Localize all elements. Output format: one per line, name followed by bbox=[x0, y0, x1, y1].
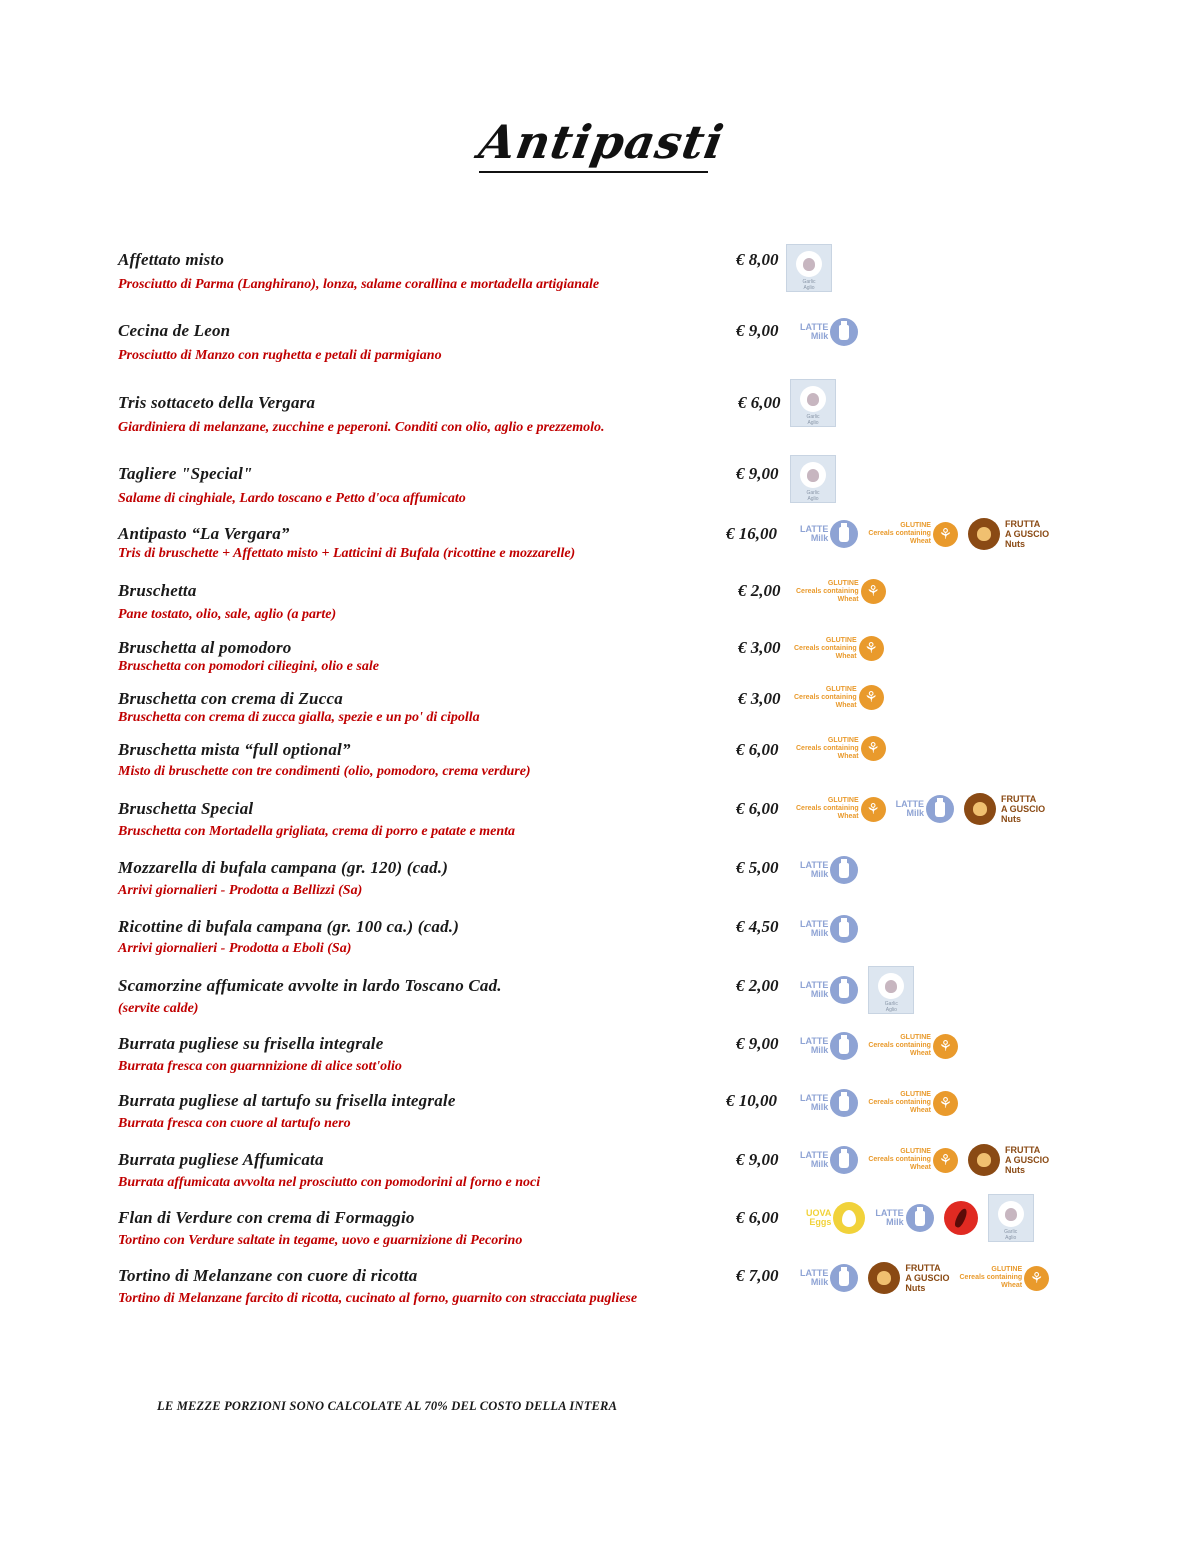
garlic-circle bbox=[796, 251, 822, 277]
nuts-label bbox=[1001, 794, 1045, 824]
gluten-label-en: Cereals containing bbox=[796, 805, 859, 812]
nuts-label-en: Nuts bbox=[1004, 539, 1025, 549]
allergen-badges bbox=[794, 636, 884, 661]
allergen-badges bbox=[796, 793, 1045, 825]
wheat-glyph: ⚘ bbox=[866, 582, 880, 600]
gluten-label-it: GLUTINE bbox=[827, 736, 859, 744]
item-price: € 2,00 bbox=[736, 976, 779, 995]
gluten-label bbox=[868, 1034, 931, 1058]
title-underline bbox=[479, 171, 708, 173]
wheat-icon bbox=[859, 685, 884, 710]
item-name: Bruschetta Special bbox=[118, 799, 254, 818]
nuts-label-line1: FRUTTA bbox=[1004, 519, 1041, 529]
milk-label bbox=[800, 861, 828, 879]
milk-allergen-badge bbox=[800, 1032, 858, 1060]
milk-label-en: Milk bbox=[810, 928, 829, 938]
wheat-icon bbox=[1024, 1266, 1049, 1291]
milk-label bbox=[875, 1209, 903, 1227]
gluten-allergen-badge bbox=[796, 736, 886, 761]
milk-label-it: LATTE bbox=[800, 524, 829, 534]
item-description: Giardiniera di melanzane, zucchine e peperoni. Conditi con olio, aglio e prezzemolo. bbox=[118, 420, 605, 435]
acorn-shape bbox=[977, 1153, 991, 1167]
item-description: Arrivi giornalieri - Prodotta a Bellizzi (Sa) bbox=[118, 883, 363, 898]
milk-label-en: Milk bbox=[810, 869, 829, 879]
gluten-label-it: GLUTINE bbox=[900, 1148, 931, 1155]
garlic-bulb bbox=[807, 469, 819, 482]
milk-allergen-badge bbox=[800, 915, 858, 943]
milk-bottle-icon bbox=[830, 856, 858, 884]
gluten-label-wheat: Wheat bbox=[1001, 1282, 1023, 1289]
item-description: Bruschetta con pomodori ciliegini, olio e sale bbox=[118, 659, 379, 674]
milk-allergen-badge bbox=[800, 1146, 858, 1174]
milk-bottle-icon bbox=[926, 795, 954, 823]
milk-label-it: LATTE bbox=[875, 1208, 904, 1218]
garlic-label-en: Garlic bbox=[802, 279, 816, 285]
bottle-shape bbox=[839, 983, 849, 998]
nuts-allergen-badge bbox=[868, 1262, 949, 1294]
gluten-allergen-badge bbox=[794, 636, 884, 661]
gluten-label-en: Cereals containing bbox=[794, 644, 857, 652]
garlic-label-en: Garlic bbox=[884, 1001, 898, 1007]
allergen-badges bbox=[800, 518, 1049, 550]
nuts-label-line2: A GUSCIO bbox=[1000, 804, 1046, 814]
nuts-label-line2: A GUSCIO bbox=[905, 1273, 950, 1283]
milk-label-en: Milk bbox=[810, 1159, 829, 1169]
milk-bottle-icon bbox=[830, 915, 858, 943]
page-title: Antipasti bbox=[475, 115, 729, 169]
garlic-label-en: Garlic bbox=[806, 414, 820, 420]
allergen-badges bbox=[790, 379, 836, 427]
item-description: Salame di cinghiale, Lardo toscano e Petto d'oca affumicato bbox=[118, 491, 466, 506]
garlic-label-it: Aglio bbox=[803, 285, 815, 291]
nuts-allergen-badge bbox=[968, 1144, 1049, 1176]
milk-label-it: LATTE bbox=[895, 799, 924, 809]
wheat-glyph: ⚘ bbox=[864, 688, 878, 706]
wheat-icon bbox=[861, 736, 886, 761]
item-name: Bruschetta mista “full optional” bbox=[118, 740, 351, 759]
allergen-badges bbox=[786, 244, 832, 292]
milk-bottle-icon bbox=[830, 318, 858, 346]
gluten-allergen-badge bbox=[868, 1034, 958, 1059]
milk-allergen-badge bbox=[896, 795, 954, 823]
wheat-glyph: ⚘ bbox=[866, 799, 880, 818]
eggs-allergen-badge bbox=[806, 1202, 865, 1234]
gluten-label-wheat: Wheat bbox=[837, 813, 859, 820]
item-name: Bruschetta con crema di Zucca bbox=[118, 689, 343, 708]
gluten-allergen-badge bbox=[868, 522, 958, 547]
gluten-label-wheat: Wheat bbox=[837, 752, 859, 760]
nuts-allergen-badge bbox=[968, 518, 1049, 550]
garlic-bulb bbox=[1005, 1208, 1017, 1221]
acorn-shape bbox=[977, 527, 991, 541]
wheat-glyph: ⚘ bbox=[938, 1150, 953, 1169]
acorn-icon bbox=[964, 793, 996, 825]
allergen-badges bbox=[800, 1262, 1049, 1294]
gluten-label-en: Cereals containing bbox=[794, 693, 857, 701]
gluten-label bbox=[868, 522, 931, 546]
gluten-label-it: GLUTINE bbox=[900, 1091, 931, 1098]
wheat-icon bbox=[933, 1148, 958, 1173]
milk-label-it: LATTE bbox=[800, 1036, 829, 1046]
item-description: Burrata affumicata avvolta nel prosciutto con pomodorini al forno e noci bbox=[118, 1175, 541, 1190]
allergen-badges bbox=[800, 1144, 1049, 1176]
bottle-shape bbox=[839, 1271, 849, 1286]
wheat-glyph: ⚘ bbox=[938, 1093, 953, 1112]
gluten-label bbox=[868, 1091, 931, 1115]
item-name: Tagliere "Special" bbox=[118, 464, 253, 483]
item-price: € 4,50 bbox=[736, 917, 779, 936]
milk-label-en: Milk bbox=[810, 533, 829, 543]
milk-label bbox=[896, 800, 924, 818]
allergen-badges bbox=[800, 966, 914, 1014]
gluten-label-en: Cereals containing bbox=[868, 1156, 931, 1163]
wheat-icon bbox=[859, 636, 884, 661]
milk-bottle-icon bbox=[830, 1032, 858, 1060]
milk-label-it: LATTE bbox=[800, 980, 829, 990]
milk-label-en: Milk bbox=[810, 989, 829, 999]
milk-label-it: LATTE bbox=[800, 1093, 829, 1103]
milk-bottle-icon bbox=[830, 1089, 858, 1117]
garlic-label bbox=[885, 1001, 898, 1013]
milk-allergen-badge bbox=[875, 1204, 933, 1232]
milk-label-it: LATTE bbox=[800, 919, 829, 929]
item-price: € 16,00 bbox=[726, 524, 777, 543]
spicy-badge bbox=[944, 1201, 978, 1235]
item-name: Tortino di Melanzane con cuore di ricotta bbox=[118, 1266, 418, 1285]
item-description: Tortino con Verdure saltate in tegame, uovo e guarnizione di Pecorino bbox=[118, 1233, 523, 1248]
nuts-label-line2: A GUSCIO bbox=[1004, 1155, 1050, 1165]
wheat-glyph: ⚘ bbox=[938, 1036, 953, 1055]
chili-pepper-icon bbox=[944, 1201, 978, 1235]
eggs-label bbox=[806, 1209, 831, 1227]
garlic-circle bbox=[800, 386, 826, 412]
milk-label-en: Milk bbox=[810, 1102, 829, 1112]
milk-bottle-icon bbox=[830, 1146, 858, 1174]
milk-label-it: LATTE bbox=[800, 1268, 829, 1278]
gluten-label-en: Cereals containing bbox=[868, 530, 931, 537]
item-name: Bruschetta bbox=[118, 581, 197, 600]
wheat-glyph: ⚘ bbox=[938, 524, 953, 543]
milk-bottle-icon bbox=[830, 1264, 858, 1292]
egg-icon bbox=[833, 1202, 865, 1234]
gluten-label-wheat: Wheat bbox=[909, 1164, 931, 1171]
garlic-label-it: Aglio bbox=[885, 1007, 897, 1013]
gluten-label-it: GLUTINE bbox=[827, 579, 859, 587]
gluten-label-wheat: Wheat bbox=[837, 595, 859, 603]
gluten-label bbox=[796, 580, 859, 604]
item-description: Misto di bruschette con tre condimenti (olio, pomodoro, crema verdure) bbox=[118, 764, 531, 779]
nuts-label-line1: FRUTTA bbox=[905, 1263, 941, 1273]
garlic-label bbox=[806, 414, 819, 426]
milk-label bbox=[800, 1094, 828, 1112]
gluten-label-it: GLUTINE bbox=[825, 636, 857, 644]
item-description: (servite calde) bbox=[118, 1001, 199, 1016]
garlic-icon bbox=[786, 244, 832, 292]
gluten-label bbox=[794, 686, 857, 710]
milk-label-en: Milk bbox=[810, 1277, 829, 1287]
item-price: € 6,00 bbox=[736, 740, 779, 759]
allergen-badges bbox=[800, 318, 858, 346]
gluten-label-wheat: Wheat bbox=[909, 1107, 931, 1114]
gluten-label-wheat: Wheat bbox=[909, 1050, 931, 1057]
egg-shape bbox=[842, 1210, 856, 1227]
milk-label-it: LATTE bbox=[800, 1150, 829, 1160]
garlic-circle bbox=[998, 1201, 1024, 1227]
milk-label bbox=[800, 323, 828, 341]
wheat-icon bbox=[933, 1034, 958, 1059]
bottle-shape bbox=[839, 1153, 849, 1168]
bottle-shape bbox=[839, 1039, 849, 1054]
acorn-shape bbox=[973, 802, 987, 816]
acorn-shape bbox=[877, 1271, 891, 1285]
allergen-badges bbox=[790, 455, 836, 503]
garlic-icon bbox=[868, 966, 914, 1014]
gluten-allergen-badge bbox=[796, 579, 886, 604]
gluten-allergen-badge bbox=[794, 685, 884, 710]
gluten-label bbox=[794, 637, 857, 661]
milk-allergen-badge bbox=[800, 976, 858, 1004]
gluten-allergen-badge bbox=[796, 797, 886, 822]
allergen-badges bbox=[806, 1194, 1034, 1242]
item-name: Burrata pugliese al tartufo su frisella integrale bbox=[118, 1091, 456, 1110]
wheat-glyph: ⚘ bbox=[864, 639, 878, 657]
milk-allergen-badge bbox=[800, 318, 858, 346]
milk-bottle-icon bbox=[906, 1204, 934, 1232]
item-name: Scamorzine affumicate avvolte in lardo Toscano Cad. bbox=[118, 976, 502, 995]
garlic-circle bbox=[800, 462, 826, 488]
item-price: € 6,00 bbox=[738, 393, 781, 412]
nuts-label-line1: FRUTTA bbox=[1000, 794, 1037, 804]
gluten-label-wheat: Wheat bbox=[835, 701, 857, 709]
milk-allergen-badge bbox=[800, 520, 858, 548]
milk-label bbox=[800, 1151, 828, 1169]
bottle-shape bbox=[839, 863, 849, 878]
item-name: Cecina de Leon bbox=[118, 321, 231, 340]
item-price: € 9,00 bbox=[736, 1034, 779, 1053]
milk-label-en: Milk bbox=[906, 808, 924, 818]
item-description: Tortino di Melanzane farcito di ricotta, cucinato al forno, guarnito con stracciata pugliese bbox=[118, 1291, 638, 1306]
milk-label bbox=[800, 1269, 828, 1287]
nuts-label bbox=[1005, 1145, 1049, 1175]
gluten-label-it: GLUTINE bbox=[900, 1034, 931, 1041]
milk-label bbox=[800, 981, 828, 999]
garlic-bulb bbox=[803, 258, 815, 271]
bottle-shape bbox=[839, 922, 849, 937]
milk-label-it: LATTE bbox=[800, 322, 829, 332]
garlic-label-en: Garlic bbox=[1004, 1229, 1018, 1235]
item-description: Pane tostato, olio, sale, aglio (a parte) bbox=[118, 607, 337, 622]
gluten-label-it: GLUTINE bbox=[991, 1266, 1023, 1273]
gluten-label-en: Cereals containing bbox=[959, 1274, 1023, 1281]
item-price: € 2,00 bbox=[738, 581, 781, 600]
item-price: € 6,00 bbox=[736, 1208, 779, 1227]
garlic-bulb bbox=[885, 980, 897, 993]
gluten-label-en: Cereals containing bbox=[796, 744, 859, 752]
item-name: Bruschetta al pomodoro bbox=[118, 638, 292, 657]
allergen-badges bbox=[796, 736, 886, 761]
acorn-icon bbox=[868, 1262, 900, 1294]
bottle-shape bbox=[839, 527, 849, 542]
nuts-label-en: Nuts bbox=[1000, 814, 1021, 824]
item-name: Ricottine di bufala campana (gr. 100 ca.) (cad.) bbox=[118, 917, 460, 936]
allergen-badges bbox=[794, 685, 884, 710]
milk-label bbox=[800, 525, 828, 543]
item-price: € 7,00 bbox=[736, 1266, 779, 1285]
milk-label-en: Milk bbox=[810, 1045, 829, 1055]
item-name: Mozzarella di bufala campana (gr. 120) (cad.) bbox=[118, 858, 449, 877]
item-price: € 9,00 bbox=[736, 464, 779, 483]
gluten-allergen-badge bbox=[868, 1091, 958, 1116]
nuts-label-line2: A GUSCIO bbox=[1004, 529, 1050, 539]
garlic-circle bbox=[878, 973, 904, 999]
wheat-glyph: ⚘ bbox=[866, 739, 880, 757]
item-name: Flan di Verdure con crema di Formaggio bbox=[118, 1208, 415, 1227]
item-description: Prosciutto di Parma (Langhirano), lonza, salame corallina e mortadella artigianale bbox=[118, 277, 600, 292]
gluten-label bbox=[796, 797, 859, 821]
nuts-label-line1: FRUTTA bbox=[1004, 1145, 1041, 1155]
garlic-label-it: Aglio bbox=[1005, 1235, 1017, 1241]
milk-allergen-badge bbox=[800, 1264, 858, 1292]
item-description: Bruschetta con Mortadella grigliata, crema di porro e patate e menta bbox=[118, 824, 516, 839]
wheat-icon bbox=[861, 579, 886, 604]
milk-allergen-badge bbox=[800, 1089, 858, 1117]
gluten-label-it: GLUTINE bbox=[825, 685, 857, 693]
gluten-label bbox=[796, 737, 859, 761]
allergen-badges bbox=[796, 579, 886, 604]
gluten-label-en: Cereals containing bbox=[868, 1099, 931, 1106]
allergen-badges bbox=[800, 1032, 958, 1060]
item-name: Burrata pugliese su frisella integrale bbox=[118, 1034, 384, 1053]
item-description: Burrata fresca con cuore al tartufo nero bbox=[118, 1116, 351, 1131]
nuts-allergen-badge bbox=[964, 793, 1045, 825]
garlic-label-en: Garlic bbox=[806, 490, 820, 496]
acorn-icon bbox=[968, 518, 1000, 550]
nuts-label-en: Nuts bbox=[1004, 1165, 1025, 1175]
gluten-label bbox=[868, 1148, 931, 1172]
item-description: Prosciutto di Manzo con rughetta e petali di parmigiano bbox=[118, 348, 442, 363]
item-name: Burrata pugliese Affumicata bbox=[118, 1150, 324, 1169]
milk-label-en: Milk bbox=[886, 1217, 904, 1227]
bottle-shape bbox=[839, 1096, 849, 1111]
item-description: Arrivi giornalieri - Prodotta a Eboli (Sa) bbox=[118, 941, 352, 956]
item-description: Bruschetta con crema di zucca gialla, spezie e un po' di cipolla bbox=[118, 710, 480, 725]
item-price: € 3,00 bbox=[738, 638, 781, 657]
item-price: € 9,00 bbox=[736, 321, 779, 340]
eggs-label-it: UOVA bbox=[806, 1208, 832, 1218]
milk-label-en: Milk bbox=[810, 331, 829, 341]
gluten-allergen-badge bbox=[868, 1148, 958, 1173]
nuts-label bbox=[1005, 519, 1049, 549]
wheat-icon bbox=[933, 522, 958, 547]
item-name: Antipasto “La Vergara” bbox=[118, 524, 290, 543]
milk-label-it: LATTE bbox=[800, 860, 829, 870]
gluten-label-wheat: Wheat bbox=[909, 538, 931, 545]
garlic-label-it: Aglio bbox=[807, 496, 819, 502]
item-price: € 6,00 bbox=[736, 799, 779, 818]
milk-bottle-icon bbox=[830, 976, 858, 1004]
gluten-label bbox=[960, 1266, 1023, 1290]
half-portion-note: LE MEZZE PORZIONI SONO CALCOLATE AL 70% DEL COSTO DELLA INTERA bbox=[157, 1399, 618, 1413]
gluten-label-en: Cereals containing bbox=[868, 1042, 931, 1049]
item-price: € 10,00 bbox=[726, 1091, 777, 1110]
garlic-label bbox=[802, 279, 815, 291]
milk-bottle-icon bbox=[830, 520, 858, 548]
gluten-label-en: Cereals containing bbox=[796, 587, 859, 595]
bottle-shape bbox=[839, 325, 849, 340]
gluten-label-wheat: Wheat bbox=[835, 652, 857, 660]
item-price: € 3,00 bbox=[738, 689, 781, 708]
pepper-shape bbox=[953, 1207, 969, 1229]
item-name: Tris sottaceto della Vergara bbox=[118, 393, 316, 412]
nuts-label-en: Nuts bbox=[905, 1283, 926, 1293]
gluten-label-it: GLUTINE bbox=[827, 797, 859, 804]
item-price: € 5,00 bbox=[736, 858, 779, 877]
garlic-label bbox=[1004, 1229, 1017, 1241]
milk-label bbox=[800, 1037, 828, 1055]
milk-label bbox=[800, 920, 828, 938]
bottle-shape bbox=[935, 802, 945, 817]
acorn-icon bbox=[968, 1144, 1000, 1176]
gluten-label-it: GLUTINE bbox=[900, 522, 931, 529]
item-description: Burrata fresca con guarnnizione di alice sott'olio bbox=[118, 1059, 402, 1074]
wheat-icon bbox=[933, 1091, 958, 1116]
garlic-icon bbox=[790, 379, 836, 427]
item-price: € 8,00 bbox=[736, 250, 779, 269]
garlic-icon bbox=[988, 1194, 1034, 1242]
nuts-label bbox=[905, 1263, 949, 1293]
bottle-shape bbox=[915, 1211, 925, 1226]
item-description: Tris di bruschette + Affettato misto + Latticini di Bufala (ricottine e mozzarelle) bbox=[118, 546, 576, 561]
milk-allergen-badge bbox=[800, 856, 858, 884]
garlic-label-it: Aglio bbox=[807, 420, 819, 426]
item-price: € 9,00 bbox=[736, 1150, 779, 1169]
allergen-badges bbox=[800, 856, 858, 884]
garlic-label bbox=[806, 490, 819, 502]
allergen-badges bbox=[800, 915, 858, 943]
wheat-icon bbox=[861, 797, 886, 822]
allergen-badges bbox=[800, 1089, 958, 1117]
garlic-icon bbox=[790, 455, 836, 503]
eggs-label-en: Eggs bbox=[809, 1217, 832, 1227]
item-name: Affettato misto bbox=[118, 250, 225, 269]
garlic-bulb bbox=[807, 393, 819, 406]
wheat-glyph: ⚘ bbox=[1029, 1268, 1044, 1287]
gluten-allergen-badge bbox=[960, 1266, 1050, 1291]
